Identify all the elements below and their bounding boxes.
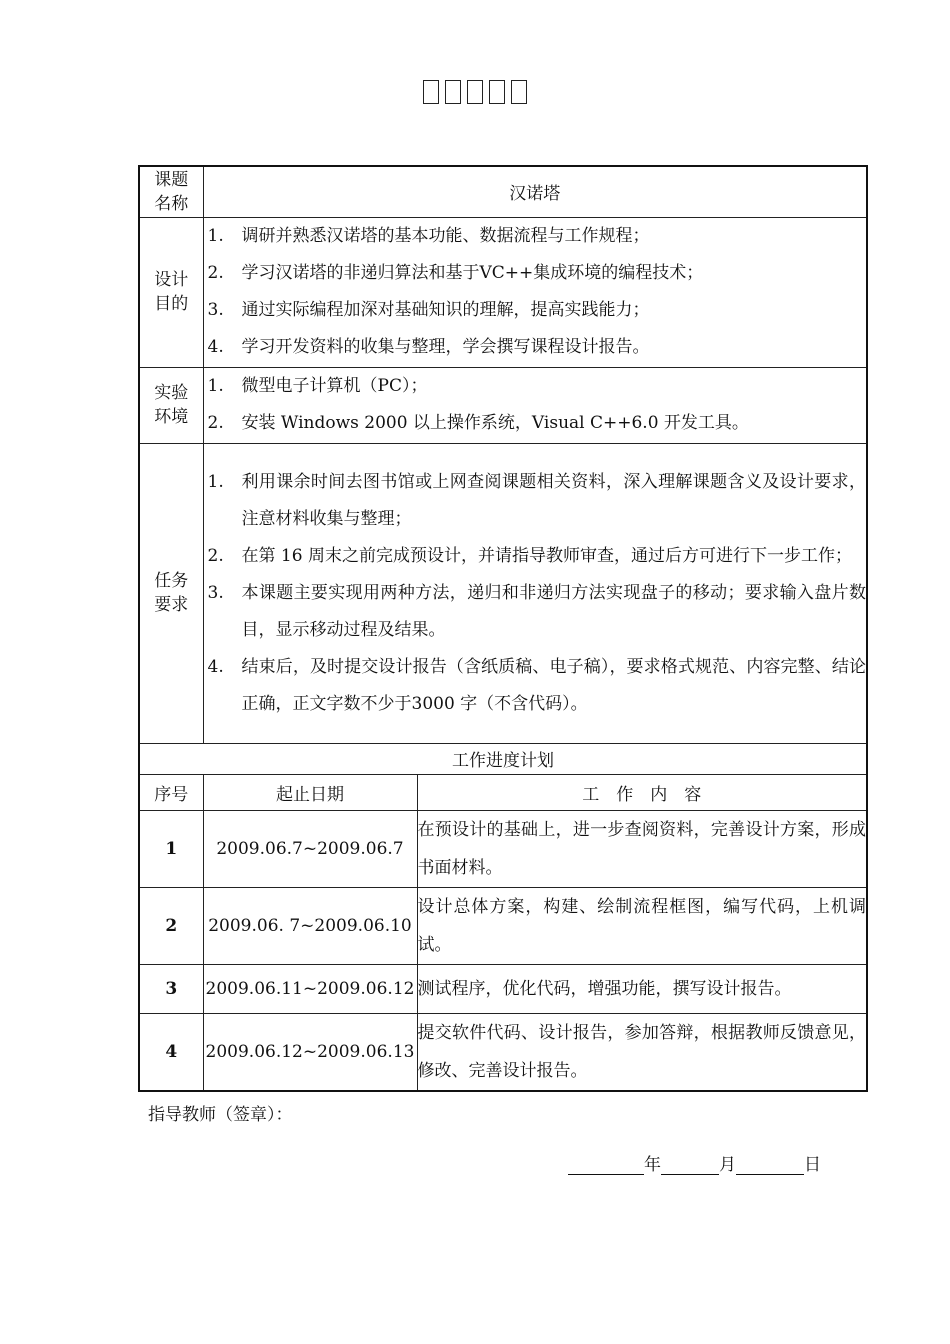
title-glyph-box xyxy=(489,80,505,104)
environment-row xyxy=(139,367,867,443)
title-glyph-box xyxy=(423,80,439,104)
table-row xyxy=(139,810,867,887)
list-item: 1. 调研并熟悉汉诺塔的基本功能、数据流程与工作规程； xyxy=(207,226,650,246)
row-number: 1 xyxy=(139,810,203,887)
list-item: 4. 结束后，及时提交设计报告（含纸质稿、电子稿），要求格式规范、内容完整、结论正确，正文字数不少于3000 字（不含代码）。 xyxy=(207,656,866,714)
design-goals-label: 设计 目的 xyxy=(139,217,203,367)
schedule-heading: 工作进度计划 xyxy=(139,743,867,774)
requirements-list xyxy=(203,443,867,743)
row-content: 设计总体方案，构建、绘制流程框图，编写代码，上机调试。 xyxy=(417,887,867,964)
month-label: 月 xyxy=(719,1155,736,1175)
year-blank xyxy=(568,1154,644,1175)
column-header-date: 起止日期 xyxy=(203,774,417,810)
list-item: 3. 本课题主要实现用两种方法，递归和非递归方法实现盘子的移动；要求输入盘片数目，显示移动过程及结果。 xyxy=(207,582,866,640)
list-item: 2. 在第 16 周末之前完成预设计，并请指导教师审查，通过后方可进行下一步工作； xyxy=(207,545,852,566)
column-header-content: 工 作 内 容 xyxy=(417,774,867,810)
month-blank xyxy=(661,1154,719,1175)
list-item: 1. 利用课余时间去图书馆或上网查阅课题相关资料，深入理解课题含义及设计要求，注意材料收集与整理； xyxy=(207,471,866,529)
design-goals-list xyxy=(203,217,867,367)
requirements-row xyxy=(139,443,867,743)
assignment-form-table xyxy=(138,165,868,1092)
design-goals-row xyxy=(139,217,867,367)
list-item: 2. 安装 Windows 2000 以上操作系统，Visual C++6.0 开发工具。 xyxy=(207,413,749,433)
row-date: 2009.06.7~2009.06.7 xyxy=(203,810,417,887)
topic-label: 课题 名称 xyxy=(139,166,203,217)
row-date: 2009.06.11~2009.06.12 xyxy=(203,964,417,1013)
row-content: 提交软件代码、设计报告，参加答辩，根据教师反馈意见，修改、完善设计报告。 xyxy=(417,1013,867,1091)
column-header-no: 序号 xyxy=(139,774,203,810)
signature-date-line xyxy=(568,1150,821,1175)
environment-list xyxy=(203,367,867,443)
day-blank xyxy=(736,1154,804,1175)
row-number: 2 xyxy=(139,887,203,964)
row-number: 3 xyxy=(139,964,203,1013)
requirements-label: 任务 要求 xyxy=(139,443,203,743)
table-row xyxy=(139,887,867,964)
row-date: 2009.06. 7~2009.06.10 xyxy=(203,887,417,964)
supervisor-signature-label: 指导教师（签章）： xyxy=(148,1105,293,1125)
document-title xyxy=(0,80,950,104)
topic-row xyxy=(139,166,867,217)
topic-value: 汉诺塔 xyxy=(203,166,867,217)
day-label: 日 xyxy=(804,1155,821,1175)
title-glyph-box xyxy=(467,80,483,104)
title-glyph-box xyxy=(445,80,461,104)
year-label: 年 xyxy=(644,1155,661,1175)
environment-label: 实验 环境 xyxy=(139,367,203,443)
row-number: 4 xyxy=(139,1013,203,1091)
list-item: 4. 学习开发资料的收集与整理，学会撰写课程设计报告。 xyxy=(207,337,650,357)
schedule-header-row xyxy=(139,774,867,810)
title-glyph-box xyxy=(511,80,527,104)
row-content: 在预设计的基础上，进一步查阅资料，完善设计方案，形成书面材料。 xyxy=(417,810,867,887)
table-row xyxy=(139,964,867,1013)
row-content: 测试程序，优化代码，增强功能，撰写设计报告。 xyxy=(417,964,867,1013)
list-item: 3. 通过实际编程加深对基础知识的理解，提高实践能力； xyxy=(207,300,650,320)
list-item: 2. 学习汉诺塔的非递归算法和基于VC++集成环境的编程技术； xyxy=(207,263,704,283)
schedule-heading-row xyxy=(139,743,867,774)
list-item: 1. 微型电子计算机（PC）； xyxy=(207,376,428,396)
row-date: 2009.06.12~2009.06.13 xyxy=(203,1013,417,1091)
table-row xyxy=(139,1013,867,1091)
